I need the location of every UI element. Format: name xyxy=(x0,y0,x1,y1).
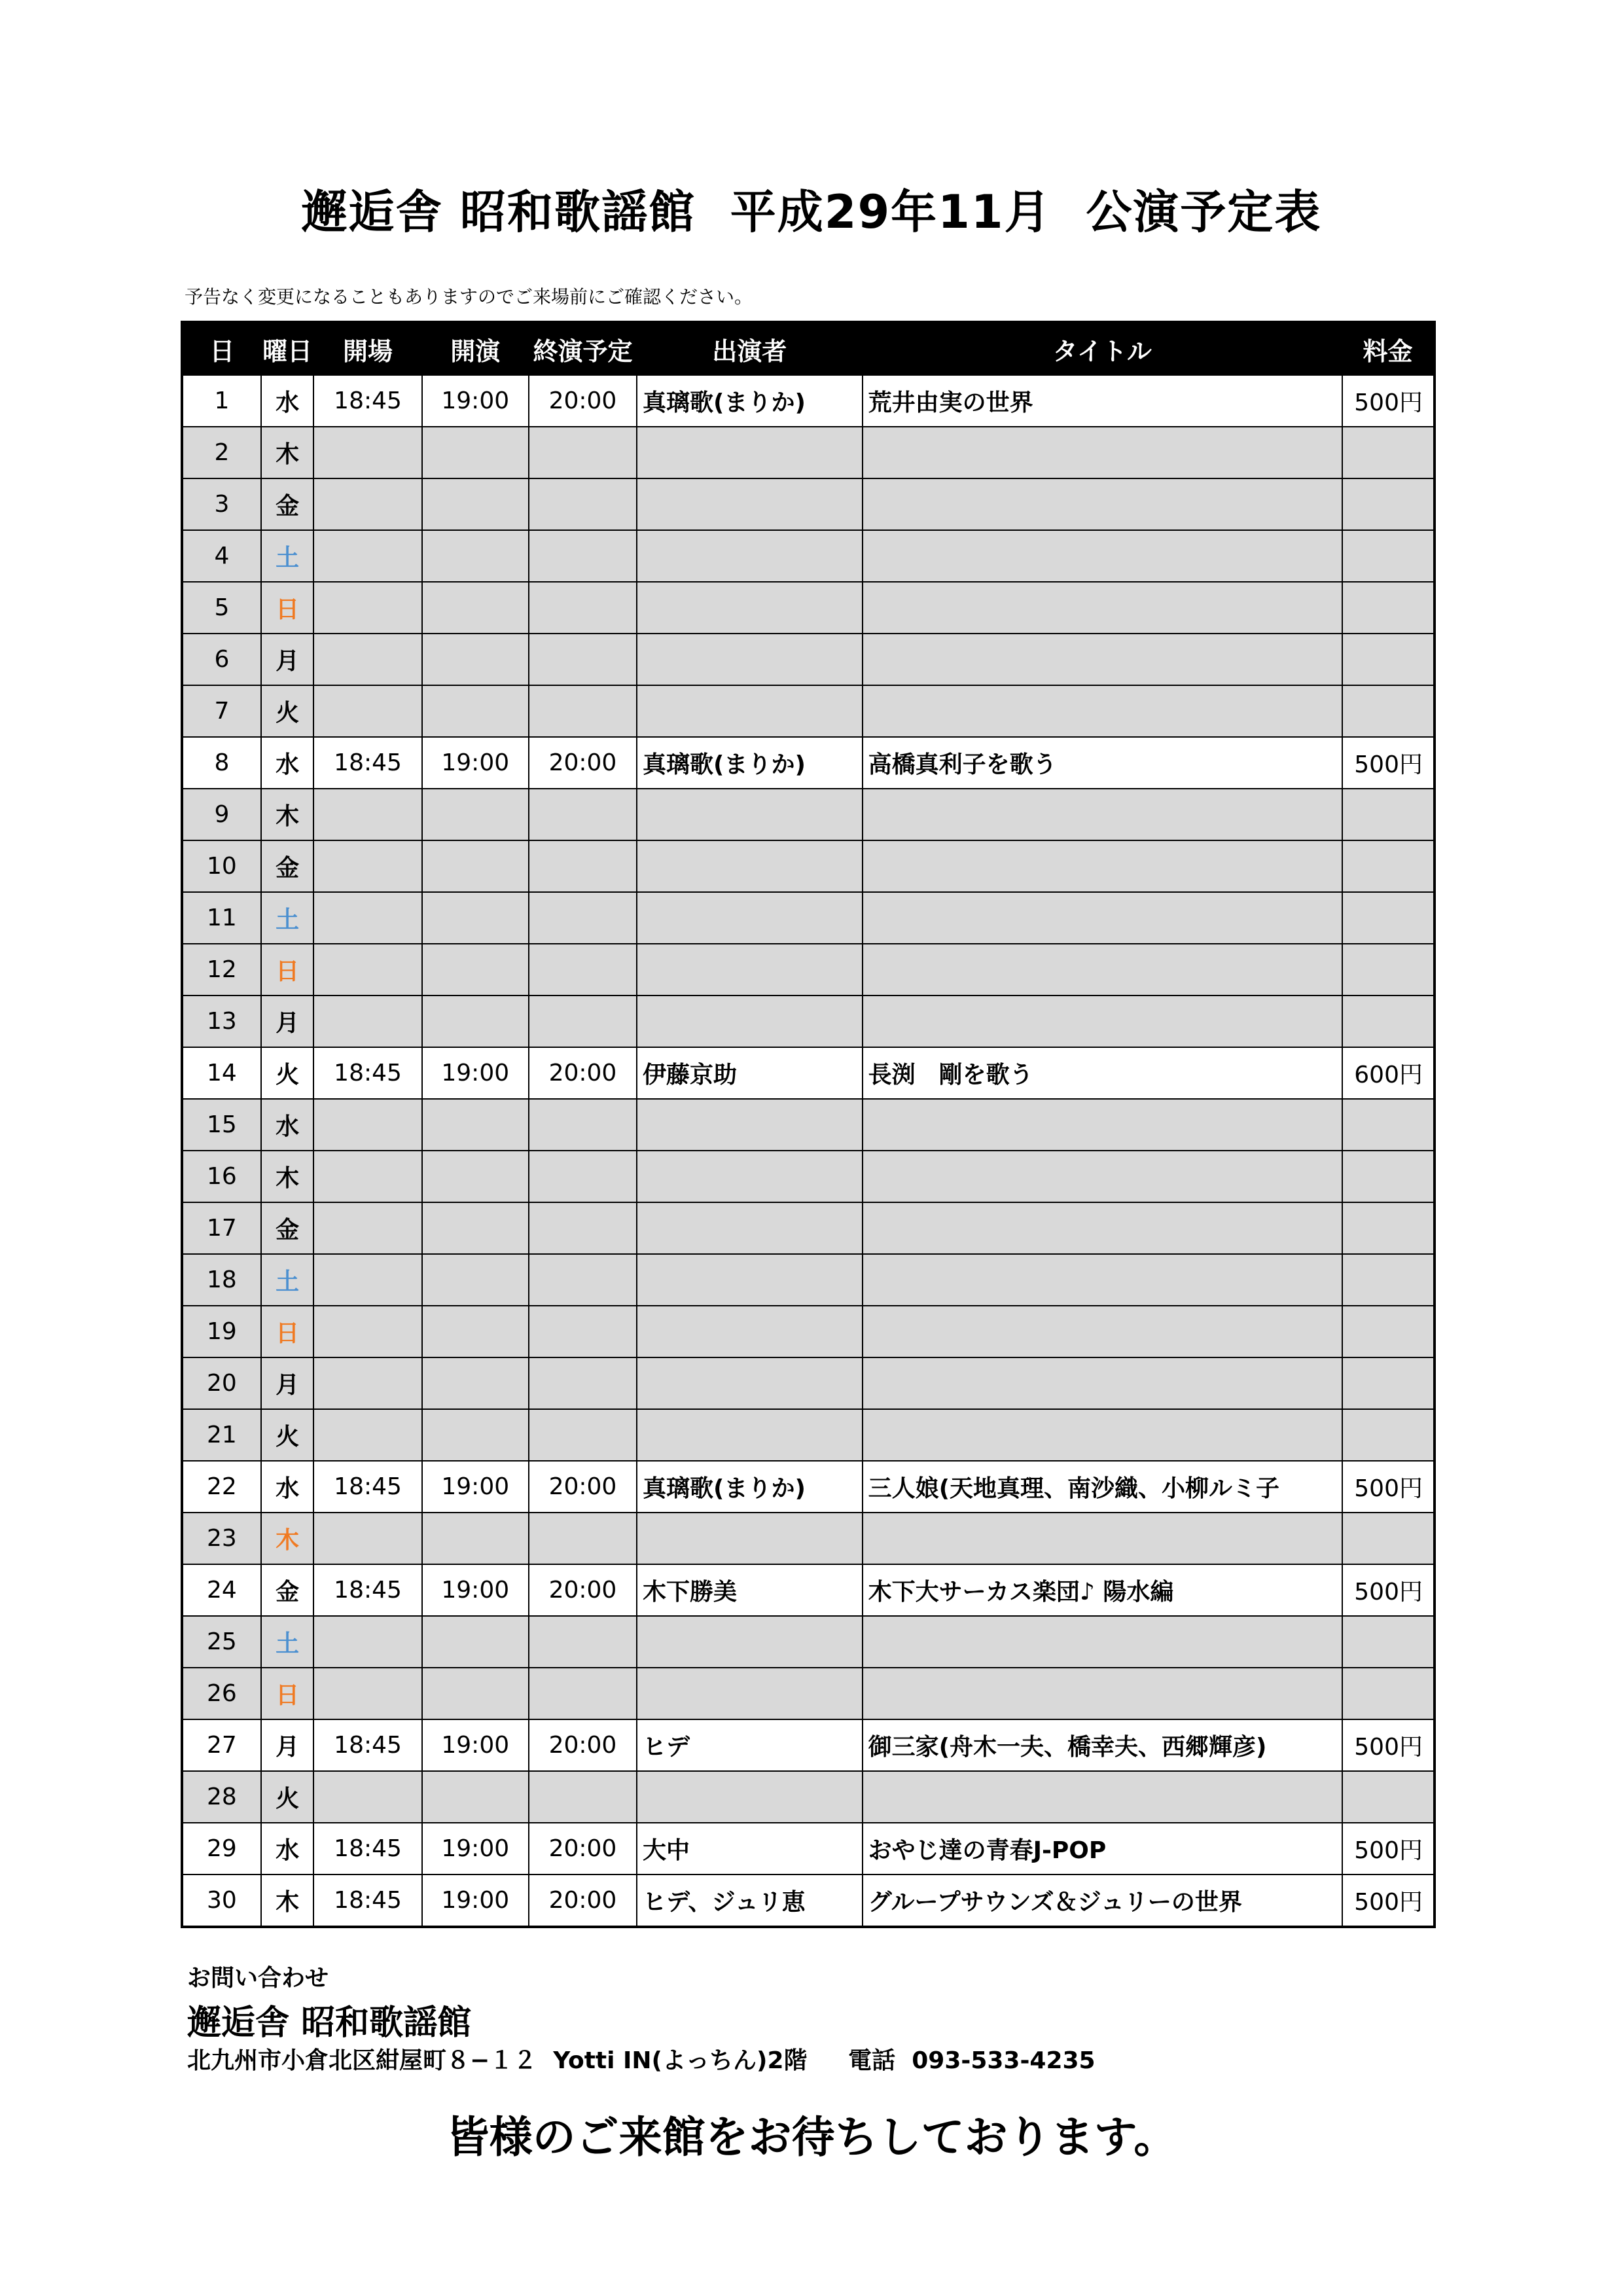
header-open: 開場 xyxy=(313,322,421,375)
fee-cell xyxy=(1342,582,1435,634)
day-cell: 30 xyxy=(182,1874,261,1927)
open-time-cell: 18:45 xyxy=(313,1047,421,1099)
day-cell: 26 xyxy=(182,1668,261,1719)
fee-cell xyxy=(1342,478,1435,530)
weekday-cell: 木 xyxy=(261,1151,314,1202)
end-time-cell xyxy=(529,1306,637,1357)
show-title-cell xyxy=(863,892,1342,944)
performer-cell: 真璃歌(まりか) xyxy=(637,737,863,789)
weekday-cell: 日 xyxy=(261,582,314,634)
performer-cell xyxy=(637,1099,863,1151)
weekday-cell: 水 xyxy=(261,1823,314,1874)
open-time-cell xyxy=(313,840,421,892)
open-time-cell xyxy=(313,1357,421,1409)
start-time-cell xyxy=(422,1254,529,1306)
show-title-cell xyxy=(863,530,1342,582)
table-row xyxy=(182,1719,1435,1771)
fee-cell xyxy=(1342,789,1435,840)
table-row xyxy=(182,1254,1435,1306)
performer-cell xyxy=(637,944,863,996)
header-fee: 料金 xyxy=(1342,322,1435,375)
show-title-cell: 御三家(舟木一夫、橋幸夫、西郷輝彦) xyxy=(863,1719,1342,1771)
show-title-cell xyxy=(863,1151,1342,1202)
show-title-cell: 長渕 剛を歌う xyxy=(863,1047,1342,1099)
show-title-cell xyxy=(863,1409,1342,1461)
weekday-cell: 水 xyxy=(261,1461,314,1513)
page-title: 邂逅舎 昭和歌謡館 平成29年11月 公演予定表 xyxy=(301,185,1322,239)
weekday-cell: 木 xyxy=(261,427,314,478)
header-performer: 出演者 xyxy=(637,322,863,375)
fee-cell xyxy=(1342,1771,1435,1823)
day-cell: 21 xyxy=(182,1409,261,1461)
performer-cell xyxy=(637,1409,863,1461)
performer-cell: 真璃歌(まりか) xyxy=(637,375,863,427)
open-time-cell xyxy=(313,582,421,634)
end-time-cell xyxy=(529,996,637,1047)
end-time-cell xyxy=(529,1099,637,1151)
end-time-cell: 20:00 xyxy=(529,1461,637,1513)
table-row xyxy=(182,427,1435,478)
performer-cell xyxy=(637,1357,863,1409)
performer-cell: 真璃歌(まりか) xyxy=(637,1461,863,1513)
show-title-cell xyxy=(863,840,1342,892)
table-row xyxy=(182,1823,1435,1874)
schedule-table xyxy=(181,321,1436,1928)
open-time-cell: 18:45 xyxy=(313,1874,421,1927)
day-cell: 24 xyxy=(182,1564,261,1616)
fee-cell xyxy=(1342,1513,1435,1564)
start-time-cell: 19:00 xyxy=(422,1461,529,1513)
open-time-cell: 18:45 xyxy=(313,1823,421,1874)
venue-address: 北九州市小倉北区紺屋町８−１２ Yotti IN(よっちん)2階 電話 093-533-4235 xyxy=(187,2047,1096,2074)
start-time-cell xyxy=(422,944,529,996)
open-time-cell xyxy=(313,996,421,1047)
weekday-cell: 日 xyxy=(261,1668,314,1719)
contact-label: お問い合わせ xyxy=(187,1965,329,1992)
end-time-cell: 20:00 xyxy=(529,1823,637,1874)
performer-cell xyxy=(637,427,863,478)
day-cell: 5 xyxy=(182,582,261,634)
weekday-cell: 火 xyxy=(261,1409,314,1461)
weekday-cell: 土 xyxy=(261,892,314,944)
weekday-cell: 金 xyxy=(261,1202,314,1254)
table-row xyxy=(182,737,1435,789)
day-cell: 25 xyxy=(182,1616,261,1668)
start-time-cell xyxy=(422,789,529,840)
show-title-cell xyxy=(863,1306,1342,1357)
table-row xyxy=(182,478,1435,530)
show-title-cell: 荒井由実の世界 xyxy=(863,375,1342,427)
open-time-cell xyxy=(313,789,421,840)
end-time-cell: 20:00 xyxy=(529,1874,637,1927)
schedule-body xyxy=(182,375,1435,1927)
performer-cell xyxy=(637,530,863,582)
end-time-cell xyxy=(529,1151,637,1202)
end-time-cell xyxy=(529,427,637,478)
day-cell: 9 xyxy=(182,789,261,840)
header-row xyxy=(182,322,1435,375)
start-time-cell xyxy=(422,634,529,685)
start-time-cell: 19:00 xyxy=(422,737,529,789)
weekday-cell: 日 xyxy=(261,944,314,996)
show-title-cell xyxy=(863,1357,1342,1409)
open-time-cell xyxy=(313,685,421,737)
fee-cell xyxy=(1342,634,1435,685)
end-time-cell xyxy=(529,1254,637,1306)
fee-cell xyxy=(1342,996,1435,1047)
table-row xyxy=(182,1668,1435,1719)
weekday-cell: 月 xyxy=(261,1719,314,1771)
day-cell: 29 xyxy=(182,1823,261,1874)
open-time-cell xyxy=(313,427,421,478)
performer-cell xyxy=(637,1513,863,1564)
open-time-cell xyxy=(313,892,421,944)
start-time-cell xyxy=(422,840,529,892)
show-title-cell: グループサウンズ＆ジュリーの世界 xyxy=(863,1874,1342,1927)
fee-cell xyxy=(1342,1202,1435,1254)
table-row xyxy=(182,1151,1435,1202)
header-start: 開演 xyxy=(422,322,529,375)
end-time-cell: 20:00 xyxy=(529,1564,637,1616)
fee-cell: 500円 xyxy=(1342,1823,1435,1874)
start-time-cell xyxy=(422,1668,529,1719)
performer-cell xyxy=(637,789,863,840)
end-time-cell xyxy=(529,685,637,737)
weekday-cell: 火 xyxy=(261,1047,314,1099)
table-row xyxy=(182,892,1435,944)
open-time-cell xyxy=(313,1254,421,1306)
end-time-cell xyxy=(529,1771,637,1823)
open-time-cell xyxy=(313,1151,421,1202)
performer-cell xyxy=(637,1306,863,1357)
end-time-cell xyxy=(529,789,637,840)
show-title-cell xyxy=(863,1099,1342,1151)
end-time-cell: 20:00 xyxy=(529,1047,637,1099)
weekday-cell: 木 xyxy=(261,1513,314,1564)
show-title-cell: 木下大サーカス楽団♪ 陽水編 xyxy=(863,1564,1342,1616)
show-title-cell xyxy=(863,944,1342,996)
weekday-cell: 土 xyxy=(261,1616,314,1668)
fee-cell xyxy=(1342,1668,1435,1719)
show-title-cell: 高橋真利子を歌う xyxy=(863,737,1342,789)
open-time-cell: 18:45 xyxy=(313,1461,421,1513)
day-cell: 28 xyxy=(182,1771,261,1823)
open-time-cell: 18:45 xyxy=(313,375,421,427)
fee-cell xyxy=(1342,840,1435,892)
fee-cell xyxy=(1342,1254,1435,1306)
performer-cell: 大中 xyxy=(637,1823,863,1874)
performer-cell: ヒデ、ジュリ恵 xyxy=(637,1874,863,1927)
header-title: タイトル xyxy=(863,322,1342,375)
weekday-cell: 金 xyxy=(261,840,314,892)
start-time-cell: 19:00 xyxy=(422,375,529,427)
day-cell: 14 xyxy=(182,1047,261,1099)
weekday-cell: 土 xyxy=(261,1254,314,1306)
show-title-cell xyxy=(863,789,1342,840)
end-time-cell xyxy=(529,1513,637,1564)
fee-cell: 500円 xyxy=(1342,375,1435,427)
fee-cell: 500円 xyxy=(1342,1564,1435,1616)
end-time-cell xyxy=(529,944,637,996)
end-time-cell xyxy=(529,1202,637,1254)
start-time-cell xyxy=(422,582,529,634)
show-title-cell xyxy=(863,634,1342,685)
day-cell: 18 xyxy=(182,1254,261,1306)
performer-cell xyxy=(637,996,863,1047)
start-time-cell xyxy=(422,1409,529,1461)
closing-message: 皆様のご来館をお待ちしております。 xyxy=(446,2112,1177,2162)
day-cell: 19 xyxy=(182,1306,261,1357)
open-time-cell xyxy=(313,1616,421,1668)
header-end: 終演予定 xyxy=(529,322,637,375)
table-row xyxy=(182,1616,1435,1668)
fee-cell xyxy=(1342,1616,1435,1668)
weekday-cell: 水 xyxy=(261,737,314,789)
day-cell: 10 xyxy=(182,840,261,892)
show-title-cell xyxy=(863,1202,1342,1254)
performer-cell xyxy=(637,1771,863,1823)
open-time-cell xyxy=(313,634,421,685)
table-row xyxy=(182,1099,1435,1151)
weekday-cell: 金 xyxy=(261,1564,314,1616)
day-cell: 20 xyxy=(182,1357,261,1409)
performer-cell xyxy=(637,478,863,530)
performer-cell: ヒデ xyxy=(637,1719,863,1771)
start-time-cell: 19:00 xyxy=(422,1823,529,1874)
open-time-cell xyxy=(313,1099,421,1151)
open-time-cell xyxy=(313,944,421,996)
show-title-cell xyxy=(863,996,1342,1047)
show-title-cell xyxy=(863,1254,1342,1306)
end-time-cell xyxy=(529,892,637,944)
performer-cell xyxy=(637,1616,863,1668)
performer-cell xyxy=(637,892,863,944)
start-time-cell: 19:00 xyxy=(422,1047,529,1099)
end-time-cell xyxy=(529,478,637,530)
start-time-cell: 19:00 xyxy=(422,1564,529,1616)
open-time-cell xyxy=(313,1668,421,1719)
day-cell: 4 xyxy=(182,530,261,582)
day-cell: 2 xyxy=(182,427,261,478)
fee-cell xyxy=(1342,1151,1435,1202)
open-time-cell: 18:45 xyxy=(313,1719,421,1771)
day-cell: 27 xyxy=(182,1719,261,1771)
weekday-cell: 月 xyxy=(261,996,314,1047)
show-title-cell xyxy=(863,478,1342,530)
performer-cell: 木下勝美 xyxy=(637,1564,863,1616)
table-row xyxy=(182,1874,1435,1927)
end-time-cell: 20:00 xyxy=(529,1719,637,1771)
change-notice: 予告なく変更になることもありますのでご来場前にご確認ください。 xyxy=(185,286,753,308)
table-row xyxy=(182,789,1435,840)
weekday-cell: 月 xyxy=(261,1357,314,1409)
weekday-cell: 水 xyxy=(261,1099,314,1151)
end-time-cell xyxy=(529,1616,637,1668)
fee-cell xyxy=(1342,1357,1435,1409)
fee-cell: 500円 xyxy=(1342,1719,1435,1771)
start-time-cell xyxy=(422,1306,529,1357)
table-row xyxy=(182,1513,1435,1564)
show-title-cell xyxy=(863,1771,1342,1823)
table-row xyxy=(182,1306,1435,1357)
open-time-cell xyxy=(313,1306,421,1357)
day-cell: 17 xyxy=(182,1202,261,1254)
weekday-cell: 金 xyxy=(261,478,314,530)
day-cell: 3 xyxy=(182,478,261,530)
table-row xyxy=(182,1202,1435,1254)
fee-cell xyxy=(1342,1306,1435,1357)
fee-cell: 500円 xyxy=(1342,737,1435,789)
fee-cell xyxy=(1342,530,1435,582)
fee-cell: 500円 xyxy=(1342,1461,1435,1513)
start-time-cell: 19:00 xyxy=(422,1874,529,1927)
fee-cell xyxy=(1342,1099,1435,1151)
open-time-cell xyxy=(313,530,421,582)
table-row xyxy=(182,996,1435,1047)
weekday-cell: 火 xyxy=(261,1771,314,1823)
start-time-cell xyxy=(422,478,529,530)
day-cell: 1 xyxy=(182,375,261,427)
weekday-cell: 木 xyxy=(261,789,314,840)
start-time-cell: 19:00 xyxy=(422,1719,529,1771)
start-time-cell xyxy=(422,996,529,1047)
performer-cell xyxy=(637,1668,863,1719)
start-time-cell xyxy=(422,892,529,944)
performer-cell xyxy=(637,1202,863,1254)
header-dow: 曜日 xyxy=(261,322,314,375)
end-time-cell xyxy=(529,530,637,582)
day-cell: 22 xyxy=(182,1461,261,1513)
end-time-cell xyxy=(529,840,637,892)
weekday-cell: 月 xyxy=(261,634,314,685)
venue-name: 邂逅舎 昭和歌謡館 xyxy=(187,2003,472,2043)
table-row xyxy=(182,685,1435,737)
header-day: 日 xyxy=(182,322,261,375)
show-title-cell xyxy=(863,1513,1342,1564)
open-time-cell xyxy=(313,1513,421,1564)
performer-cell: 伊藤京助 xyxy=(637,1047,863,1099)
start-time-cell xyxy=(422,1202,529,1254)
end-time-cell: 20:00 xyxy=(529,375,637,427)
table-row xyxy=(182,1409,1435,1461)
open-time-cell xyxy=(313,1771,421,1823)
day-cell: 16 xyxy=(182,1151,261,1202)
weekday-cell: 日 xyxy=(261,1306,314,1357)
end-time-cell xyxy=(529,582,637,634)
table-row xyxy=(182,944,1435,996)
fee-cell xyxy=(1342,892,1435,944)
day-cell: 12 xyxy=(182,944,261,996)
start-time-cell xyxy=(422,1771,529,1823)
fee-cell: 600円 xyxy=(1342,1047,1435,1099)
fee-cell xyxy=(1342,1409,1435,1461)
fee-cell xyxy=(1342,685,1435,737)
day-cell: 6 xyxy=(182,634,261,685)
show-title-cell: おやじ達の青春J-POP xyxy=(863,1823,1342,1874)
weekday-cell: 木 xyxy=(261,1874,314,1927)
open-time-cell xyxy=(313,1202,421,1254)
start-time-cell xyxy=(422,530,529,582)
start-time-cell xyxy=(422,685,529,737)
weekday-cell: 土 xyxy=(261,530,314,582)
day-cell: 13 xyxy=(182,996,261,1047)
open-time-cell: 18:45 xyxy=(313,1564,421,1616)
start-time-cell xyxy=(422,1099,529,1151)
table-row xyxy=(182,1771,1435,1823)
show-title-cell xyxy=(863,582,1342,634)
show-title-cell xyxy=(863,1616,1342,1668)
table-row xyxy=(182,840,1435,892)
performer-cell xyxy=(637,840,863,892)
weekday-cell: 火 xyxy=(261,685,314,737)
fee-cell xyxy=(1342,427,1435,478)
performer-cell xyxy=(637,1254,863,1306)
table-row xyxy=(182,1357,1435,1409)
start-time-cell xyxy=(422,427,529,478)
performer-cell xyxy=(637,1151,863,1202)
weekday-cell: 水 xyxy=(261,375,314,427)
end-time-cell xyxy=(529,634,637,685)
day-cell: 15 xyxy=(182,1099,261,1151)
performer-cell xyxy=(637,685,863,737)
start-time-cell xyxy=(422,1151,529,1202)
day-cell: 11 xyxy=(182,892,261,944)
table-row xyxy=(182,582,1435,634)
end-time-cell xyxy=(529,1668,637,1719)
open-time-cell xyxy=(313,478,421,530)
open-time-cell: 18:45 xyxy=(313,737,421,789)
end-time-cell xyxy=(529,1409,637,1461)
table-row xyxy=(182,375,1435,427)
day-cell: 23 xyxy=(182,1513,261,1564)
table-row xyxy=(182,634,1435,685)
day-cell: 8 xyxy=(182,737,261,789)
start-time-cell xyxy=(422,1616,529,1668)
performer-cell xyxy=(637,634,863,685)
end-time-cell: 20:00 xyxy=(529,737,637,789)
table-row xyxy=(182,1461,1435,1513)
fee-cell xyxy=(1342,944,1435,996)
start-time-cell xyxy=(422,1357,529,1409)
start-time-cell xyxy=(422,1513,529,1564)
table-row xyxy=(182,1564,1435,1616)
fee-cell: 500円 xyxy=(1342,1874,1435,1927)
performer-cell xyxy=(637,582,863,634)
show-title-cell: 三人娘(天地真理、南沙織、小柳ルミ子 xyxy=(863,1461,1342,1513)
day-cell: 7 xyxy=(182,685,261,737)
open-time-cell xyxy=(313,1409,421,1461)
show-title-cell xyxy=(863,685,1342,737)
table-row xyxy=(182,1047,1435,1099)
show-title-cell xyxy=(863,1668,1342,1719)
table-row xyxy=(182,530,1435,582)
show-title-cell xyxy=(863,427,1342,478)
end-time-cell xyxy=(529,1357,637,1409)
